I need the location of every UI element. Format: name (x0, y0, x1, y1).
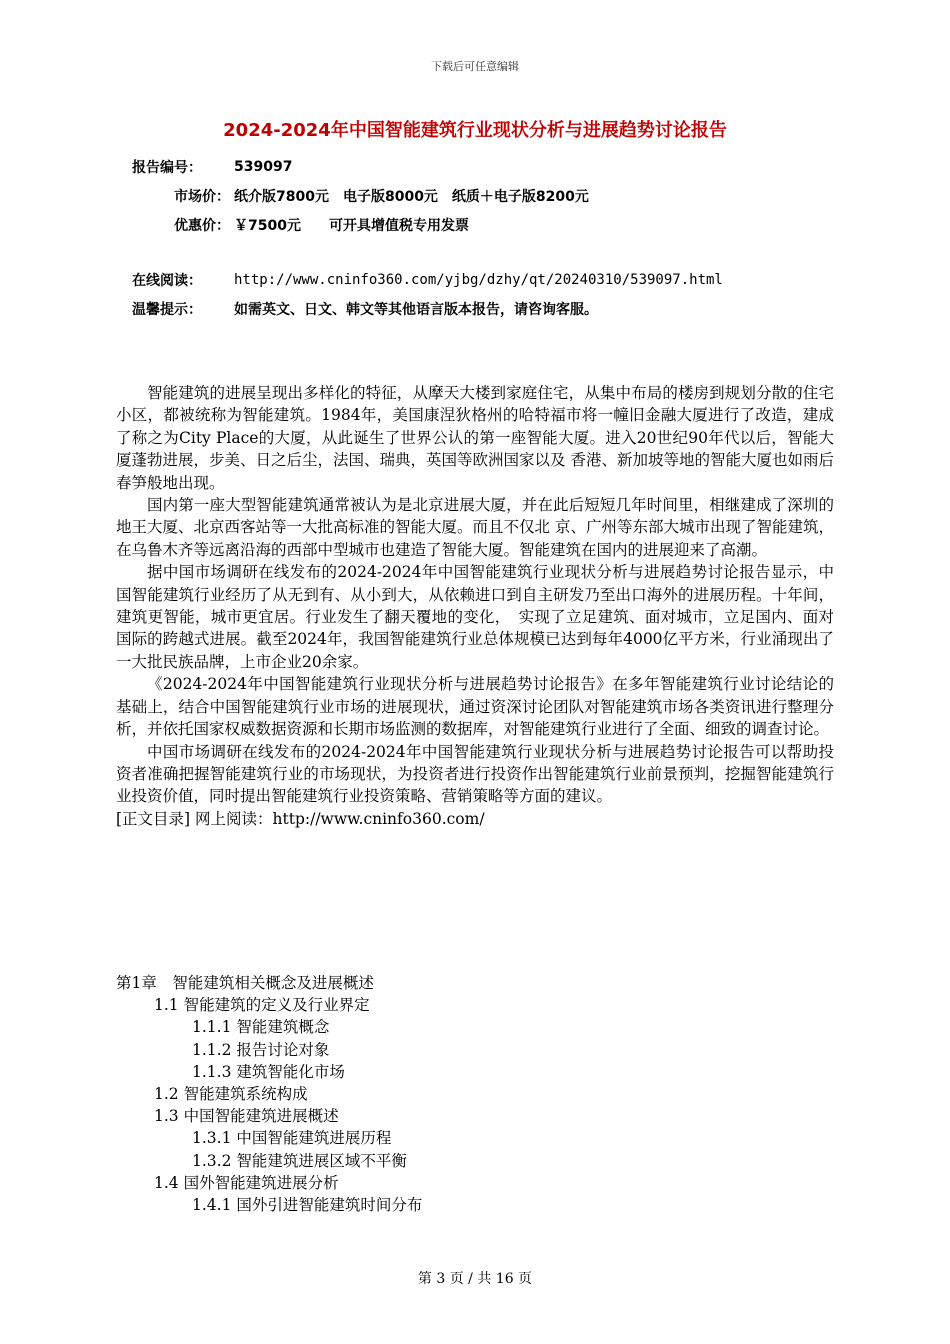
toc-item[interactable]: 1.3.2 智能建筑进展区域不平衡 (192, 1151, 407, 1170)
body-paragraph: 《2024-2024年中国智能建筑行业现状分析与进展趋势讨论报告》在多年智能建筑行业讨论结论的基础上，结合中国智能建筑行业市场的进展现状，通过资深讨论团队对智能建筑市场各类资讯进行整理分析，并依托国家权威数据资源和长期市场监测的数据库，对智能建筑行业进行了全面、细致的调查讨论。 (116, 675, 834, 739)
meta-tip-value: 如需英文、日文、韩文等其他语言版本报告，请咨询客服。 (234, 301, 598, 318)
toc-item[interactable]: 1.3 中国智能建筑进展概述 (154, 1107, 339, 1126)
report-title: 2024-2024年中国智能建筑行业现状分析与进展趋势讨论报告 (223, 120, 727, 141)
table-of-contents (116, 972, 834, 1216)
toc-item[interactable]: 1.1.3 建筑智能化市场 (192, 1062, 345, 1081)
meta-discount-value: ￥7500元 可开具增值税专用发票 (234, 217, 469, 234)
toc-item[interactable]: 1.1.2 报告讨论对象 (192, 1040, 330, 1059)
report-meta (132, 152, 852, 323)
meta-price-label: 市场价： (174, 188, 230, 205)
meta-discount-label: 优惠价： (174, 217, 230, 234)
meta-online-label: 在线阅读： (132, 272, 202, 289)
meta-report-no-label: 报告编号： (132, 159, 202, 176)
meta-online-link[interactable]: http://www.cninfo360.com/yjbg/dzhy/qt/20240310/539097.html (234, 271, 723, 288)
meta-price (132, 181, 852, 210)
toc-item[interactable]: 第1章 智能建筑相关概念及进展概述 (116, 974, 374, 992)
meta-tip-label: 温馨提示： (132, 301, 202, 318)
toc-item[interactable]: 1.1 智能建筑的定义及行业界定 (154, 996, 370, 1015)
body-paragraph: 智能建筑的进展呈现出多样化的特征，从摩天大楼到家庭住宅，从集中布局的楼房到规划分散的住宅小区，都被统称为智能建筑。1984年，美国康涅狄格州的哈特福市将一幢旧金融大厦进行了改造，建成了称之为City Place的大厦，从此诞生了世界公认的第一座智能大厦。进入20世纪90年代以后，智能大厦蓬勃进展，步美、日之后尘，法国、瑞典，英国等欧洲国家以及 香港、新加坡等地的智能大厦也如雨后春笋般地出现。 (116, 384, 834, 492)
report-body (116, 382, 834, 830)
meta-tip (132, 294, 852, 323)
body-paragraph: 国内第一座大型智能建筑通常被认为是北京进展大厦，并在此后短短几年时间里，相继建成了深圳的地王大厦、北京西客站等一大批高标准的智能大厦。而且不仅北 京、广州等东部大城市出现了智能建筑，在乌鲁木齐等远离沿海的西部中型城市也建造了智能大厦。智能建筑在国内的进展迎来了高潮。 (116, 496, 834, 559)
header-note: 下载后可任意编辑 (431, 60, 519, 73)
toc-item[interactable]: 1.2 智能建筑系统构成 (154, 1085, 308, 1104)
meta-online (132, 265, 852, 294)
page-footer: 第 3 页 / 共 16 页 (417, 1271, 533, 1287)
meta-report-no-value: 539097 (234, 158, 293, 175)
body-paragraph: 据中国市场调研在线发布的2024-2024年中国智能建筑行业现状分析与进展趋势讨论报告显示，中国智能建筑行业经历了从无到有、从小到大，从依赖进口到自主研发乃至出口海外的进展历程。十年间，建筑更智能，城市更宜居。行业发生了翻天覆地的变化， 实现了立足建筑、面对城市，立足国内、面对国际的跨越式进展。截至2024年，我国智能建筑行业总体规模已达到每年4000亿平方米，行业涌现出了一大批民族品牌，上市企业20余家。 (116, 563, 834, 671)
toc-item[interactable]: 1.4.1 国外引进智能建筑时间分布 (192, 1196, 423, 1215)
meta-report-no (132, 152, 852, 181)
meta-price-value: 纸介版7800元 电子版8000元 纸质＋电子版8200元 (234, 188, 589, 205)
toc-intro-link[interactable]: [正文目录] 网上阅读：http://www.cninfo360.com/ (116, 809, 485, 828)
toc-item[interactable]: 1.1.1 智能建筑概念 (192, 1018, 330, 1037)
toc-item[interactable]: 1.3.1 中国智能建筑进展历程 (192, 1129, 392, 1148)
meta-discount (132, 210, 852, 239)
toc-item[interactable]: 1.4 国外智能建筑进展分析 (154, 1173, 339, 1192)
body-paragraph: 中国市场调研在线发布的2024-2024年中国智能建筑行业现状分析与进展趋势讨论报告可以帮助投资者准确把握智能建筑行业的市场现状，为投资者进行投资作出智能建筑行业前景预判，挖掘智能建筑行业投资价值，同时提出智能建筑行业投资策略、营销策略等方面的建议。 (116, 742, 834, 806)
